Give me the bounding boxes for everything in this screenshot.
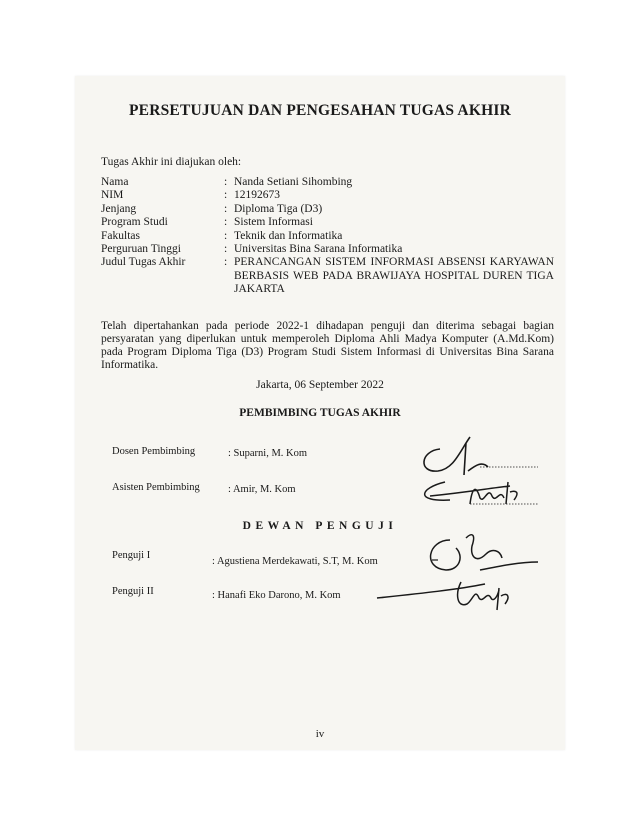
student-info	[101, 176, 554, 297]
signer-name: : Amir, M. Kom	[228, 484, 296, 495]
info-label: Program Studi	[101, 216, 168, 229]
info-row-program-studi	[101, 216, 554, 229]
info-label: Nama	[101, 176, 129, 188]
signature-penguji-2	[375, 574, 535, 619]
info-colon: :	[224, 243, 228, 256]
info-value: Teknik dan Informatika	[234, 229, 343, 242]
info-value: Diploma Tiga (D3)	[234, 202, 323, 215]
info-label: Perguruan Tinggi	[101, 243, 181, 256]
info-label: Fakultas	[101, 229, 140, 242]
info-label: Jenjang	[101, 202, 137, 215]
info-label: NIM	[101, 189, 124, 202]
info-row-judul	[101, 256, 554, 296]
info-colon: :	[224, 202, 228, 215]
info-value: Nanda Setiani Sihombing	[234, 176, 353, 188]
date-line: Jakarta, 06 September 2022	[256, 379, 384, 391]
info-value: Universitas Bina Sarana Informatika	[234, 243, 403, 256]
info-label: Judul Tugas Akhir	[101, 256, 186, 269]
info-row-nama	[101, 176, 554, 189]
signer-role: Dosen Pembimbing	[112, 446, 196, 457]
info-colon: :	[224, 176, 228, 188]
info-row-jenjang	[101, 203, 554, 216]
page-number: iv	[315, 728, 325, 740]
info-row-fakultas	[101, 230, 554, 243]
info-value: 12192673	[234, 189, 280, 202]
signer-name: : Agustiena Merdekawati, S.T, M. Kom	[212, 556, 378, 567]
signer-name: : Suparni, M. Kom	[228, 448, 308, 459]
info-colon: :	[224, 256, 228, 269]
dewan-penguji-heading: DEWAN PENGUJI	[242, 520, 398, 532]
info-row-nim	[101, 189, 554, 202]
approval-paragraph: Telah dipertahankan pada periode 2022-1 dihadapan penguji dan diterima sebagai bagian persyaratan yang diperlukan untuk memperoleh Diploma Ahli Madya Komputer (A.Md.Kom) pada Program Diploma Tiga (D3) Program Studi Sistem Informasi di Universitas Bina Sarana Informatika.	[101, 320, 554, 371]
document-page	[75, 76, 565, 750]
signature-asisten-pembimbing	[410, 474, 540, 514]
signer-role: Asisten Pembimbing	[112, 482, 200, 493]
page-title: PERSETUJUAN DAN PENGESAHAN TUGAS AKHIR	[129, 102, 511, 119]
signer-role: Penguji II	[112, 586, 154, 597]
intro-text: Tugas Akhir ini diajukan oleh:	[101, 156, 242, 168]
pembimbing-heading: PEMBIMBING TUGAS AKHIR	[239, 407, 401, 419]
info-row-perguruan-tinggi	[101, 243, 554, 256]
signature-penguji-1	[420, 526, 540, 581]
signer-name: : Hanafi Eko Darono, M. Kom	[212, 590, 341, 601]
info-colon: :	[224, 229, 228, 242]
signer-role: Penguji I	[112, 550, 151, 561]
info-colon: :	[224, 216, 228, 229]
info-colon: :	[224, 189, 228, 202]
info-value: PERANCANGAN SISTEM INFORMASI ABSENSI KARYAWAN BERBASIS WEB PADA BRAWIJAYA HOSPITAL DUREN TIGA JAKARTA	[234, 256, 554, 296]
info-value: Sistem Informasi	[234, 216, 313, 229]
